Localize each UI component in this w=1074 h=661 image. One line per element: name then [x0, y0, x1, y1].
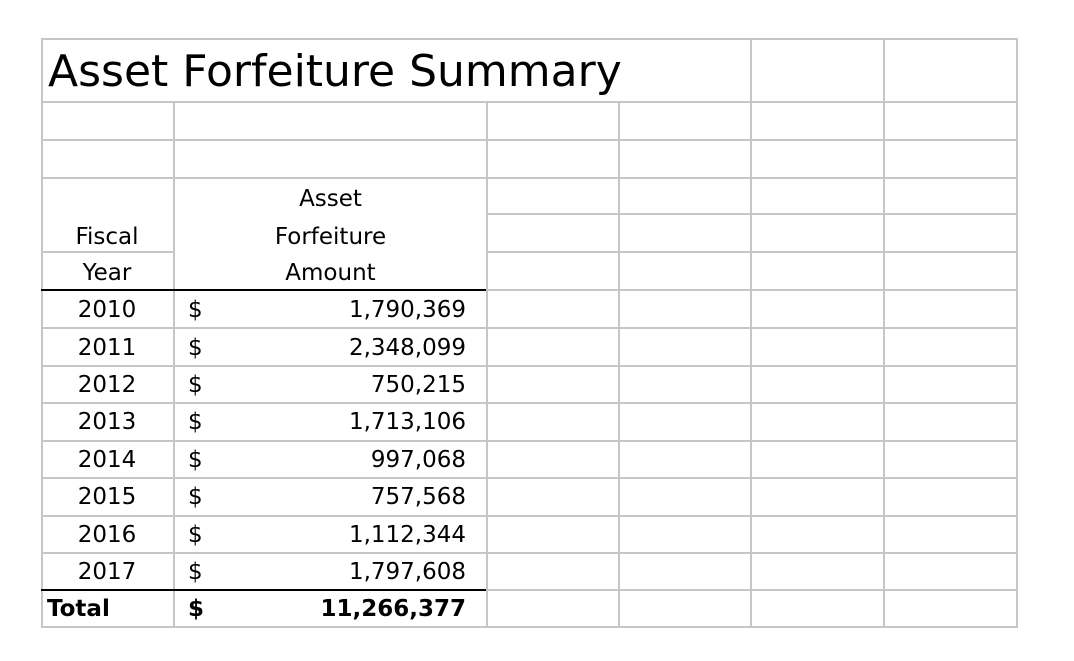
row-year: 2011: [77, 335, 137, 361]
row-amount: 1,112,344: [348, 522, 466, 548]
grid-line: [883, 38, 885, 628]
grid-line: [41, 515, 1018, 517]
amount-header-line3: Amount: [285, 260, 376, 286]
total-label: Total: [47, 596, 110, 622]
row-amount: 750,215: [370, 372, 466, 398]
row-year: 2013: [77, 409, 137, 435]
currency-symbol: $: [188, 335, 203, 361]
amount-header-line1: Asset: [299, 186, 362, 212]
grid-line: [1016, 38, 1018, 628]
sheet-title: Asset Forfeiture Summary: [48, 46, 622, 97]
spreadsheet-grid: [41, 38, 1018, 628]
row-year: 2015: [77, 484, 137, 510]
row-year: 2017: [77, 559, 137, 585]
grid-line: [41, 365, 1018, 367]
fiscal-year-header-line1: Fiscal: [75, 224, 139, 250]
amount-header-line2: Forfeiture: [274, 224, 387, 250]
row-amount: 1,790,369: [348, 297, 466, 323]
currency-symbol: $: [188, 447, 203, 473]
grid-line: [41, 38, 1018, 40]
grid-line: [41, 477, 1018, 479]
grid-line: [41, 101, 1018, 103]
grid-line: [750, 38, 752, 628]
total-overline: [41, 589, 486, 591]
row-amount: 757,568: [370, 484, 466, 510]
currency-symbol: $: [188, 559, 203, 585]
grid-line: [486, 289, 1018, 291]
grid-line: [41, 402, 1018, 404]
header-underline: [41, 289, 486, 291]
row-amount: 1,797,608: [348, 559, 466, 585]
currency-symbol: $: [188, 409, 203, 435]
grid-line: [486, 589, 1018, 591]
grid-line: [41, 552, 1018, 554]
currency-symbol: $: [188, 297, 203, 323]
grid-line: [41, 177, 1018, 179]
row-year: 2010: [77, 297, 137, 323]
row-amount: 2,348,099: [348, 335, 466, 361]
currency-symbol: $: [188, 484, 203, 510]
total-amount: 11,266,377: [320, 596, 466, 622]
grid-line: [41, 139, 1018, 141]
grid-line: [486, 213, 1018, 215]
currency-symbol: $: [188, 522, 203, 548]
row-amount: 997,068: [370, 447, 466, 473]
grid-line: [41, 440, 1018, 442]
grid-line: [41, 251, 173, 253]
fiscal-year-header-line2: Year: [82, 260, 132, 286]
grid-line: [41, 327, 1018, 329]
row-amount: 1,713,106: [348, 409, 466, 435]
grid-line: [486, 251, 1018, 253]
grid-line: [41, 626, 1018, 628]
row-year: 2014: [77, 447, 137, 473]
row-year: 2016: [77, 522, 137, 548]
currency-symbol: $: [188, 372, 203, 398]
total-currency-symbol: $: [188, 596, 205, 622]
row-year: 2012: [77, 372, 137, 398]
